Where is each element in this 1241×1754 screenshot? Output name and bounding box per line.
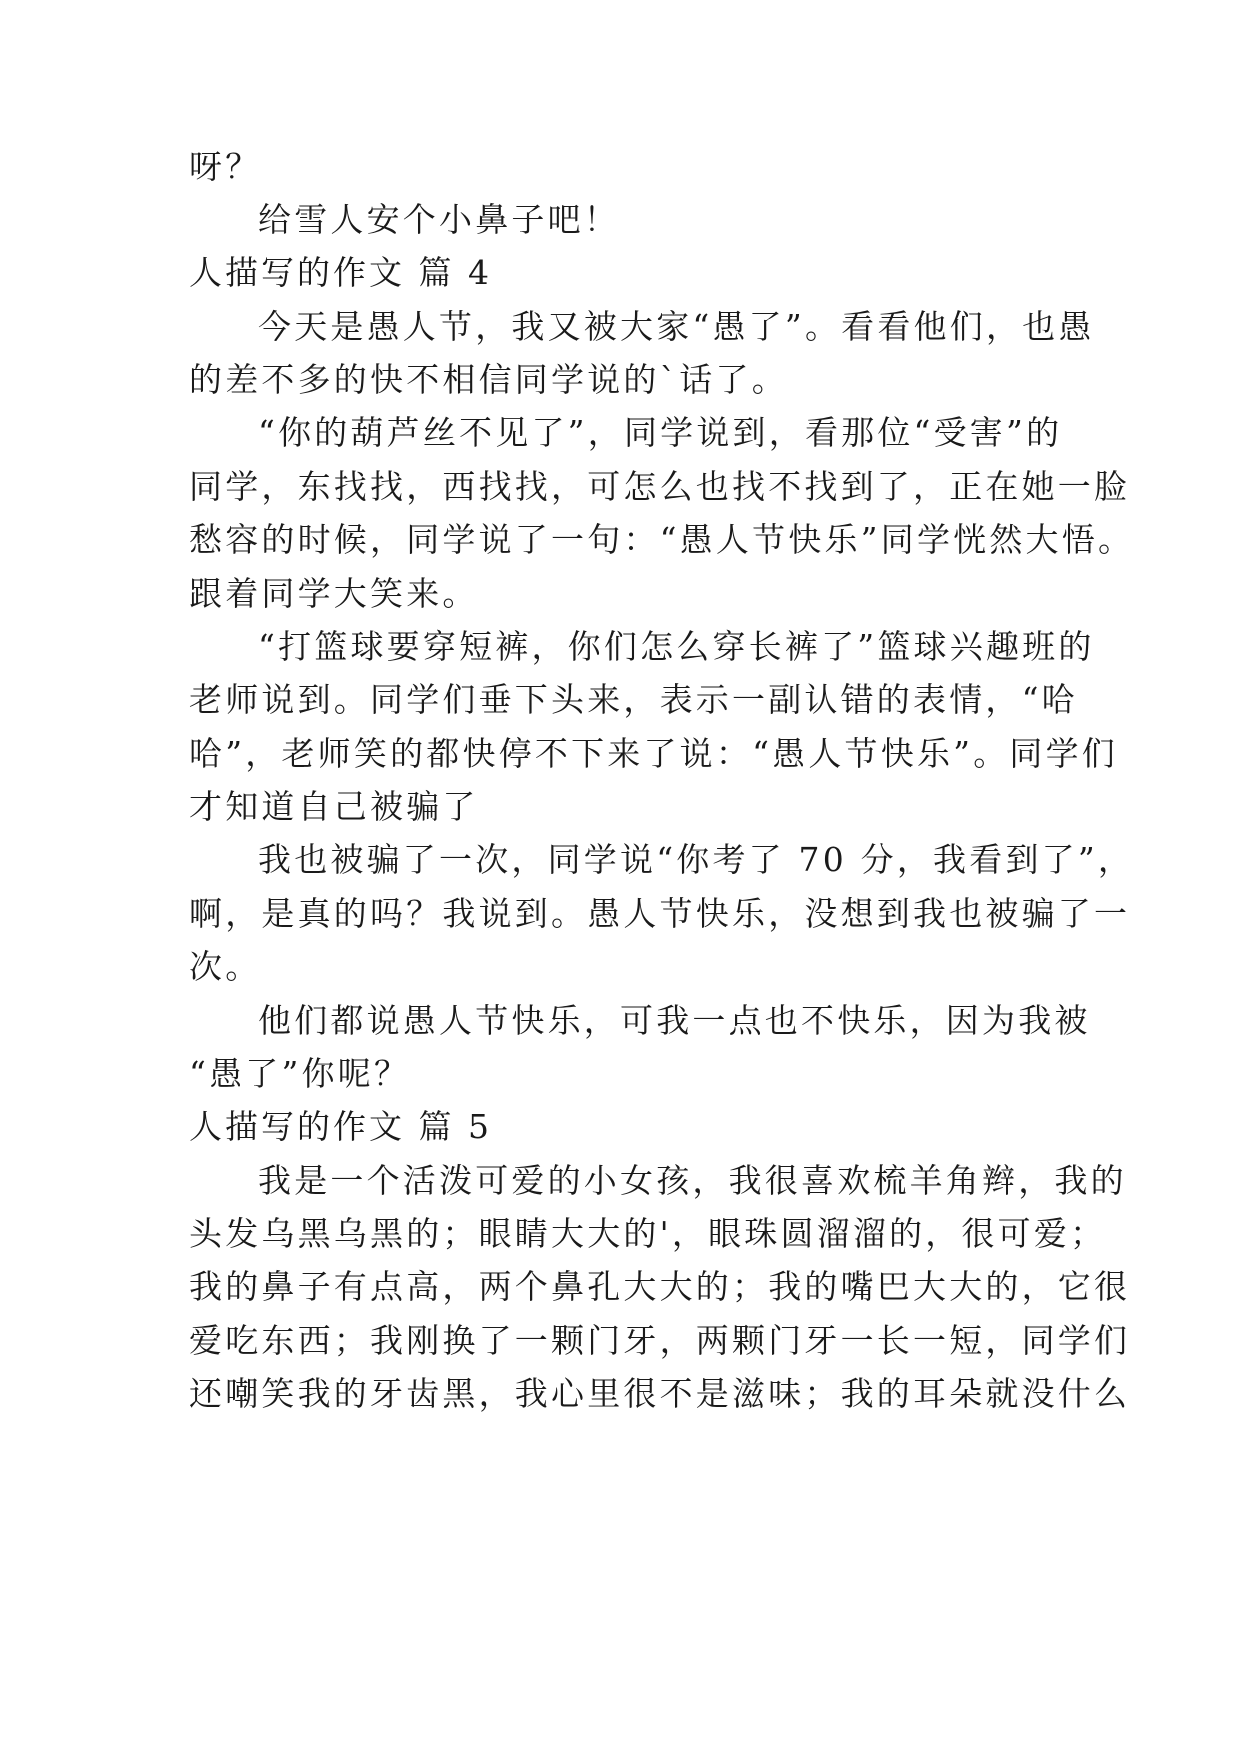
text-line: 才知道自己被骗了: [189, 787, 479, 826]
text-line: 还嘲笑我的牙齿黑，我心里很不是滋味；我的耳朵就没什么: [189, 1374, 1131, 1413]
section-heading: 人描写的作文 篇 5: [189, 1107, 492, 1146]
text-line: 同学，东找找，西找找，可怎么也找不找到了，正在她一脸: [189, 467, 1131, 506]
text-line: “打篮球要穿短裤，你们怎么穿长裤了”篮球兴趣班的: [258, 627, 1095, 666]
section-heading: 人描写的作文 篇 4: [189, 253, 492, 292]
text-line: 次。: [189, 947, 262, 986]
text-line: 哈”，老师笑的都快停不下来了说：“愚人节快乐”。同学们: [189, 734, 1119, 773]
text-line: “你的葫芦丝不见了”，同学说到，看那位“受害”的: [258, 413, 1063, 452]
text-line: 跟着同学大笑来。: [189, 574, 479, 613]
text-line: 头发乌黑乌黑的；眼睛大大的'，眼珠圆溜溜的，很可爱；: [189, 1214, 1107, 1253]
text-line: 的差不多的快不相信同学说的`话了。: [189, 360, 788, 399]
text-line: 他们都说愚人节快乐，可我一点也不快乐，因为我被: [258, 1001, 1091, 1040]
text-line: 愁容的时候，同学说了一句：“愚人节快乐”同学恍然大悟。: [189, 520, 1135, 559]
text-line: 今天是愚人节，我又被大家“愚了”。看看他们，也愚: [258, 307, 1095, 346]
text-line: 呀？: [189, 147, 262, 186]
text-line: 我的鼻子有点高，两个鼻孔大大的；我的嘴巴大大的，它很: [189, 1267, 1131, 1306]
text-line: 老师说到。同学们垂下头来，表示一副认错的表情，“哈: [189, 680, 1078, 719]
text-line: 我是一个活泼可爱的小女孩，我很喜欢梳羊角辫，我的: [258, 1161, 1127, 1200]
text-line: “愚了”你呢？: [189, 1054, 411, 1093]
text-line: 给雪人安个小鼻子吧！: [258, 200, 620, 239]
text-line: 爱吃东西；我刚换了一颗门牙，两颗门牙一长一短，同学们: [189, 1321, 1131, 1360]
text-line: 啊，是真的吗？我说到。愚人节快乐，没想到我也被骗了一: [189, 894, 1131, 933]
text-line: 我也被骗了一次，同学说“你考了 70 分，我看到了”，: [258, 840, 1135, 879]
